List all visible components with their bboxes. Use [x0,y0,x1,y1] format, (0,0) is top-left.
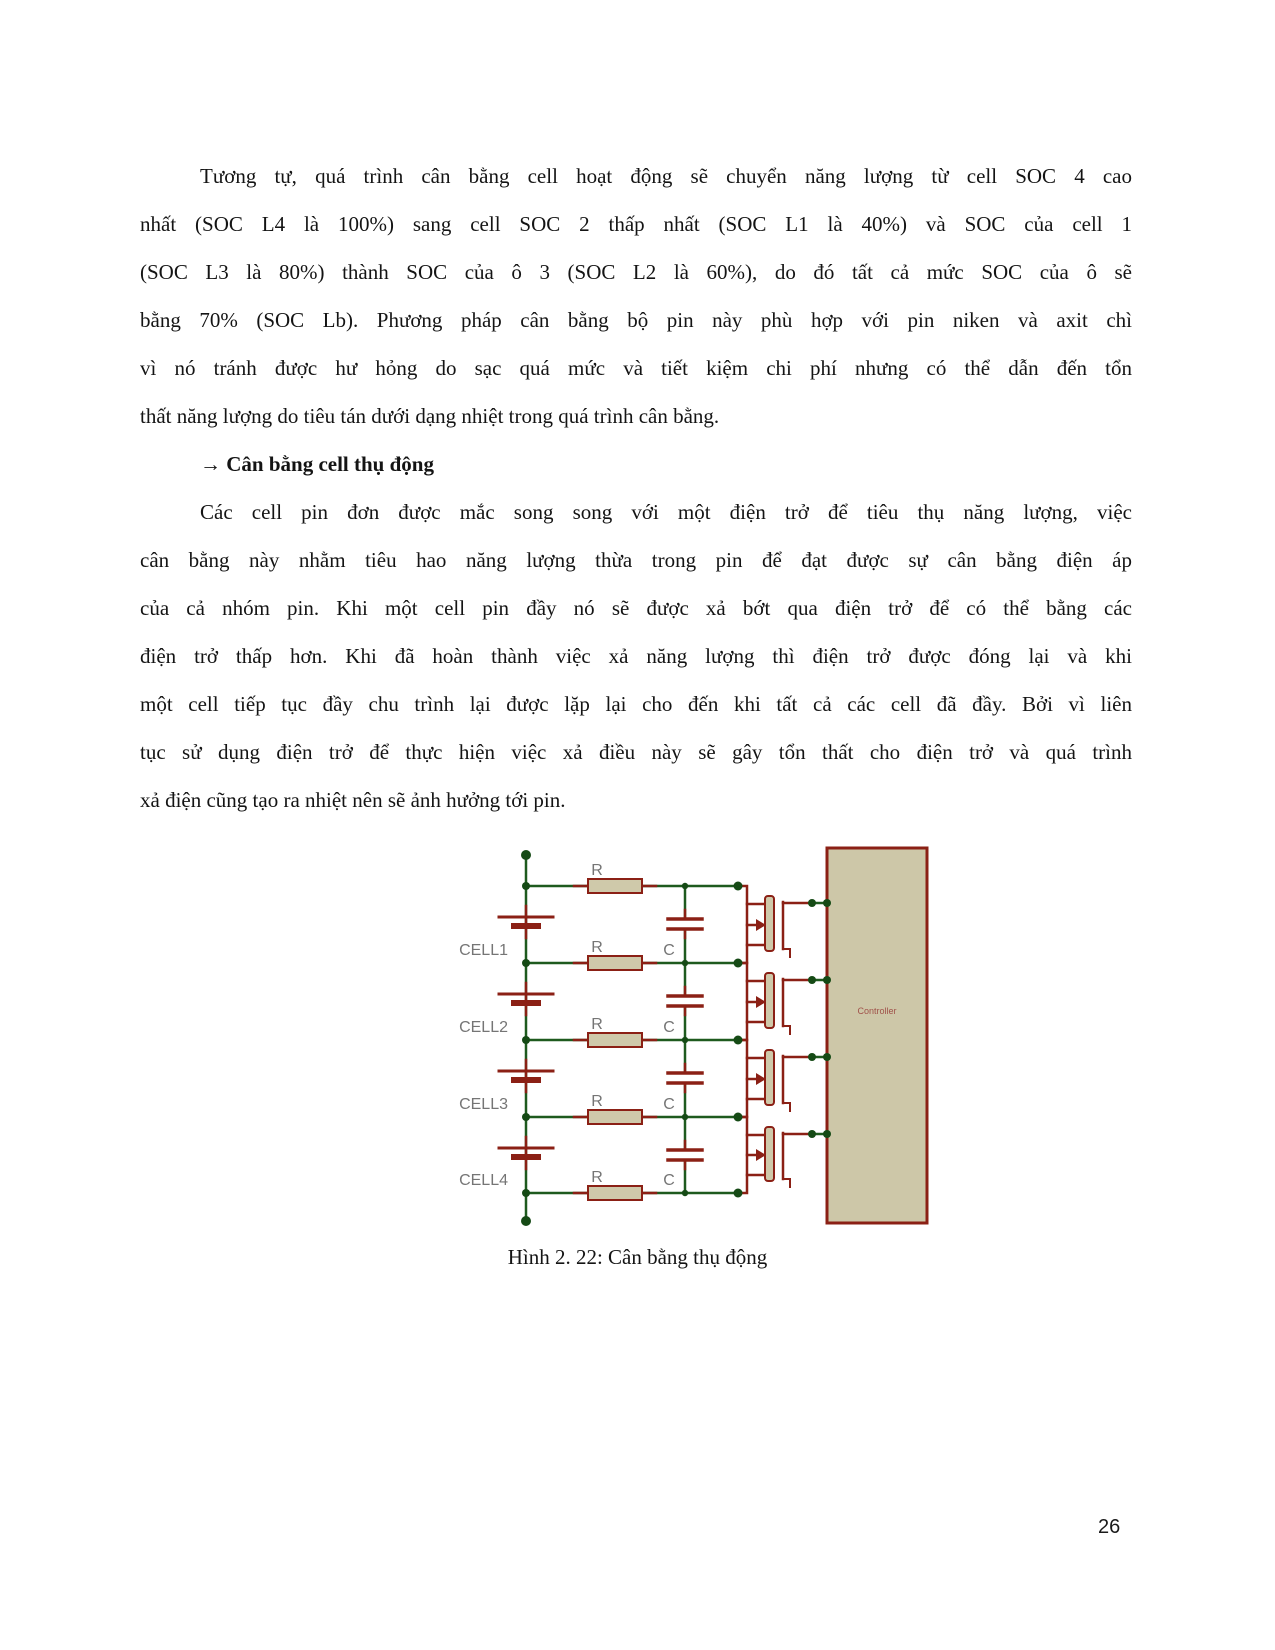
junction-dots [521,850,831,1226]
resistor-row-2 [574,1033,656,1047]
controller-block [827,848,927,1223]
text-line: (SOC L3 là 80%) thành SOC của ô 3 (SOC L2 là 60%), do đó tất cả mức SOC của ô sẽ [140,260,1132,284]
figure-caption: Hình 2. 22: Cân bằng thụ động [507,1245,768,1269]
text-line: nhất (SOC L4 là 100%) sang cell SOC 2 thấp nhất (SOC L1 là 40%) và SOC của cell 1 [140,212,1132,236]
resistors [574,879,656,1200]
resistor-label: R [591,1016,603,1033]
text-line: vì nó tránh được hư hỏng do sạc quá mức và tiết kiệm chi phí nhưng có thể dẫn đến tổn [140,356,1132,380]
text-line: tục sử dụng điện trở để thực hiện việc xả điều này sẽ gây tổn thất cho điện trở và quá trình [140,740,1132,764]
mosfet-3 [738,1040,827,1117]
controller-label: Controller [857,1006,897,1016]
text-line: Tương tự, quá trình cân bằng cell hoạt động sẽ chuyển năng lượng từ cell SOC 4 cao [200,164,1132,188]
capacitor-3 [668,1064,702,1092]
cell-label-1: CELL1 [459,942,508,959]
text-line: Các cell pin đơn được mắc song song với một điện trở để tiêu thụ năng lượng, việc [200,500,1132,524]
cell-battery-1 [499,906,553,938]
mosfet-4 [738,1117,827,1193]
cell-battery-4 [499,1137,553,1169]
capacitor-label: C [663,1096,675,1113]
text-line: của cả nhóm pin. Khi một cell pin đầy nó sẽ được xả bớt qua điện trở để có thể bằng các [140,596,1132,620]
resistor-label: R [591,1169,603,1186]
capacitor-1 [668,910,702,938]
capacitor-label: C [663,942,675,959]
mosfet-2 [738,963,827,1040]
text-line: một cell tiếp tục đầy chu trình lại được lặp lại cho đến khi tất cả các cell đã đầy. Bởi vì liên [140,692,1132,716]
resistor-row-4 [574,1186,656,1200]
cell-label-4: CELL4 [459,1172,508,1189]
figure [450,833,930,1233]
circuit-diagram [450,833,930,1233]
paragraph-2 [140,488,1132,824]
text-line: xả điện cũng tạo ra nhiệt nên sẽ ảnh hưởng tới pin. [140,788,566,812]
text-line: điện trở thấp hơn. Khi đã hoàn thành việc xả năng lượng thì điện trở được đóng lại và khi [140,644,1132,668]
resistor-label: R [591,1093,603,1110]
text-line: cân bằng này nhằm tiêu hao năng lượng thừa trong pin để đạt được sự cân bằng điện áp [140,548,1132,572]
resistor-row-0 [574,879,656,893]
capacitor-label: C [663,1019,675,1036]
resistor-row-1 [574,956,656,970]
cell-battery-2 [499,983,553,1015]
resistor-label: R [591,862,603,879]
mosfet-1 [738,886,827,963]
text-line: thất năng lượng do tiêu tán dưới dạng nhiệt trong quá trình cân bằng. [140,404,720,428]
capacitor-2 [668,987,702,1015]
section-heading: → Cân bằng cell thụ động [200,452,434,476]
capacitor-label: C [663,1172,675,1189]
body-text [140,152,1132,824]
mosfets [738,886,827,1193]
cell-label-2: CELL2 [459,1019,508,1036]
resistor-row-3 [574,1110,656,1124]
text-line: bằng 70% (SOC Lb). Phương pháp cân bằng bộ pin này phù hợp với pin niken và axit chì [140,308,1132,332]
resistor-label: R [591,939,603,956]
paragraph-1 [140,152,1132,440]
capacitor-4 [668,1141,702,1169]
cell-battery-3 [499,1060,553,1092]
cell-label-3: CELL3 [459,1096,508,1113]
page-number: 26 [1098,1516,1121,1538]
